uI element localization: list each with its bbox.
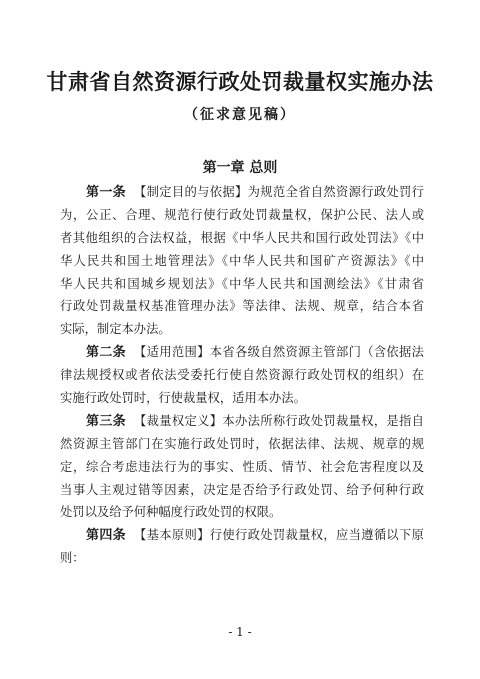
chapter-heading: 第一章 总则 (202, 160, 278, 176)
article-label: 第三条 (86, 413, 126, 429)
article-1-line-6: 行政处罚裁量权基准管理办法》等法律、法规、规章，结合本省 (60, 299, 424, 314)
article-3-line-4: 当事人主观过错等因素，决定是否给予行政处罚、给予何种行政 (60, 482, 424, 497)
article-2-line-2: 律法规授权或者依法受委托行使自然资源行政处罚权的组织）在 (60, 368, 424, 383)
document-subtitle: （征求意见稿） (184, 107, 296, 123)
article-2-line-3: 实施行政处罚时，行使裁量权，适用本办法。 (60, 391, 306, 406)
document-body (60, 181, 424, 570)
article-2-line-1 (60, 341, 424, 364)
article-1-line-4: 华人民共和国土地管理法》《中华人民共和国矿产资源法》《中 (60, 253, 424, 268)
article-label: 第二条 (86, 345, 126, 361)
article-3-line-2: 然资源主管部门在实施行政处罚时，依据法律、法规、规章的规 (60, 436, 424, 451)
article-text: 【基本原则】行使行政处罚裁量权，应当遵循以下原 (133, 528, 424, 543)
article-1-line-3: 者其他组织的合法权益，根据《中华人民共和国行政处罚法》《中 (60, 230, 424, 245)
article-text: 【裁量权定义】本办法所称行政处罚裁量权，是指自 (133, 413, 424, 428)
article-3-line-5: 处罚以及给予何种幅度行政处罚的权限。 (60, 505, 282, 520)
article-text: 【适用范围】本省各级自然资源主管部门（含依据法 (133, 345, 424, 360)
article-1-line-5: 华人民共和国城乡规划法》《中华人民共和国测绘法》《甘肃省 (60, 276, 424, 291)
page-number: - 1 - (228, 625, 252, 639)
article-1-line-1 (60, 181, 424, 204)
article-3-line-1 (60, 410, 424, 433)
article-1-line-7: 实际，制定本办法。 (60, 322, 171, 337)
article-label: 第一条 (86, 185, 126, 200)
article-text: 【制定目的与依据】为规范全省自然资源行政处罚行 (133, 185, 424, 199)
article-3-line-3: 定，综合考虑违法行为的事实、性质、情节、社会危害程度以及 (60, 459, 424, 474)
document-title: 甘肃省自然资源行政处罚裁量权实施办法 (46, 70, 434, 94)
article-1-line-2: 为，公正、合理、规范行使行政处罚裁量权，保护公民、法人或 (60, 207, 424, 222)
article-4-line-2: 则： (60, 551, 85, 566)
article-4-line-1 (60, 524, 424, 547)
article-label: 第四条 (86, 528, 126, 544)
